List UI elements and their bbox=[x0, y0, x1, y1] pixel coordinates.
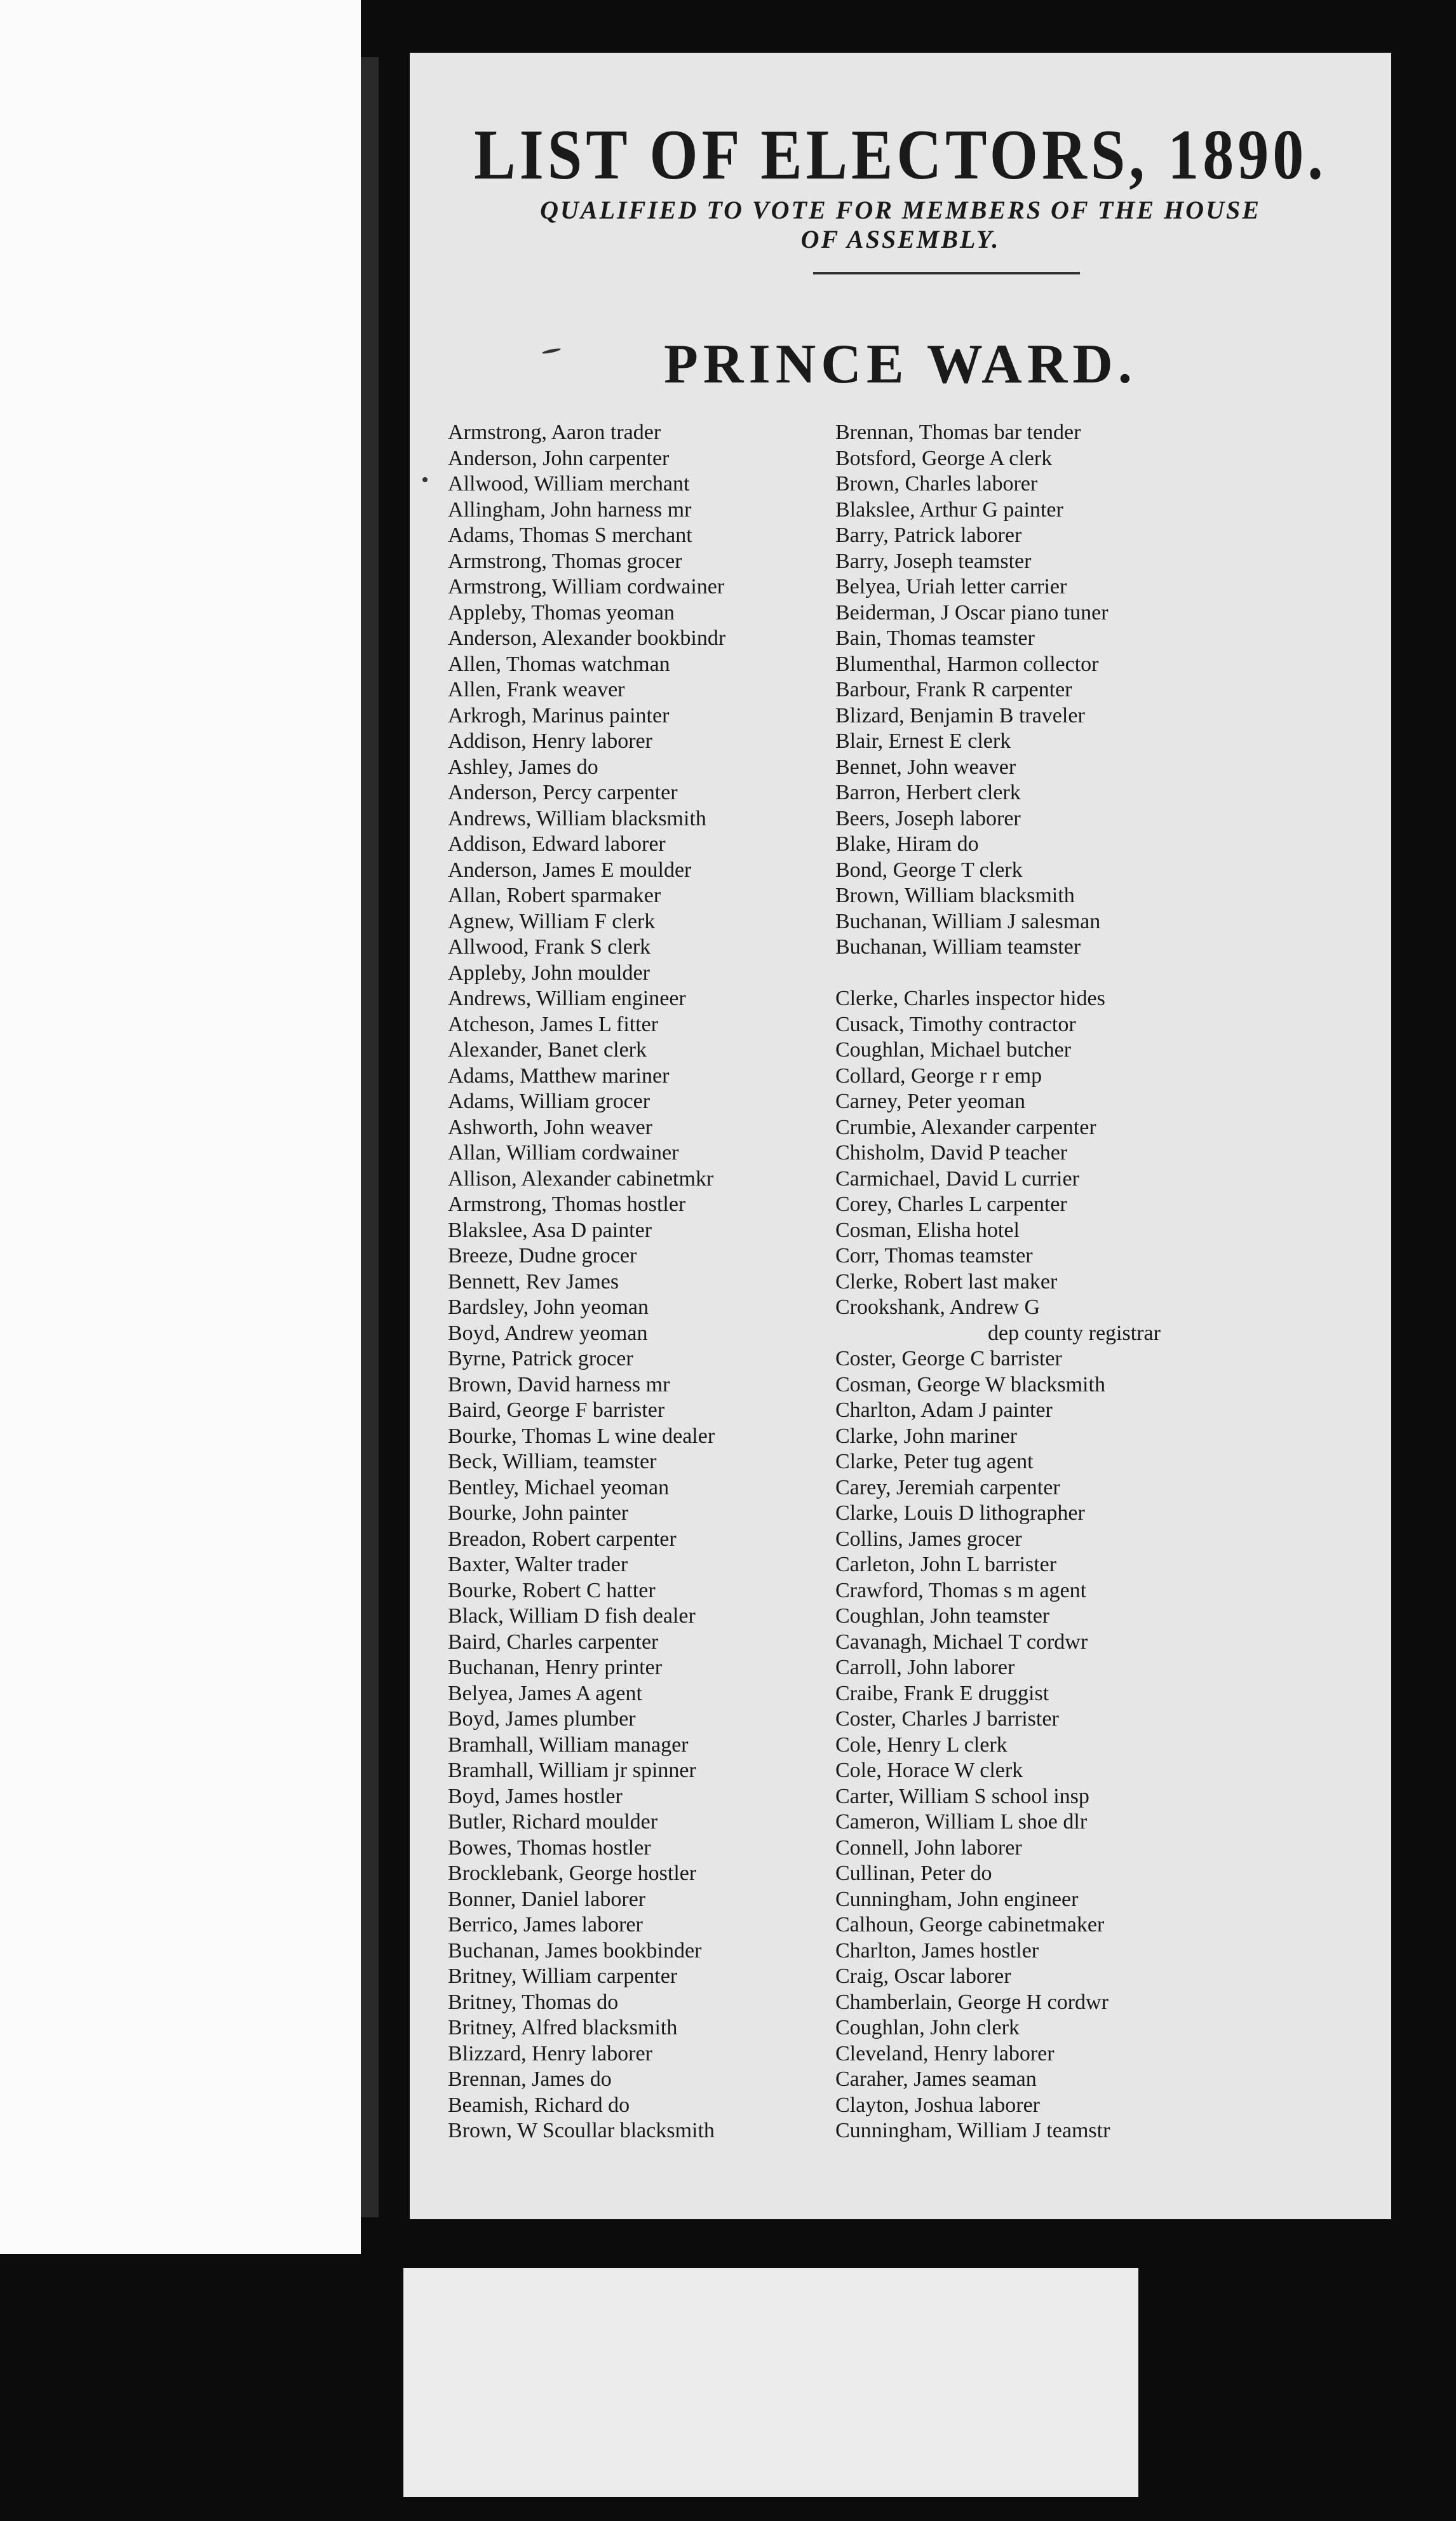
elector-entry: Bennet, John weaver bbox=[835, 755, 1016, 779]
elector-entry: Baxter, Walter trader bbox=[448, 1553, 628, 1576]
elector-entry: dep county registrar bbox=[988, 1321, 1161, 1345]
elector-entry: Charlton, James hostler bbox=[835, 1938, 1039, 1963]
title-rule bbox=[813, 272, 1080, 274]
electors-page bbox=[410, 53, 1391, 2219]
elector-entry: Connell, John laborer bbox=[835, 1835, 1022, 1860]
elector-entry: Barry, Patrick laborer bbox=[835, 524, 1022, 547]
elector-entry: Blakslee, Asa D painter bbox=[448, 1218, 652, 1242]
elector-entry: Boyd, James plumber bbox=[448, 1707, 636, 1731]
elector-entry: Cole, Horace W clerk bbox=[835, 1759, 1023, 1782]
elector-entry: Carleton, John L barrister bbox=[835, 1553, 1057, 1576]
elector-entry: Beamish, Richard do bbox=[448, 2093, 630, 2117]
elector-entry: Craig, Oscar laborer bbox=[835, 1964, 1011, 1988]
elector-entry: Adams, William grocer bbox=[448, 1090, 650, 1113]
elector-entry: Cameron, William L shoe dlr bbox=[835, 1810, 1088, 1834]
elector-entry: Butler, Richard moulder bbox=[448, 1810, 658, 1834]
elector-entry: Bonner, Daniel laborer bbox=[448, 1887, 646, 1911]
elector-entry: Boyd, James hostler bbox=[448, 1784, 623, 1808]
elector-entry: Cleveland, Henry laborer bbox=[835, 2041, 1055, 2065]
elector-entry: Blair, Ernest E clerk bbox=[835, 729, 1011, 753]
page-subtitle bbox=[410, 196, 1391, 254]
elector-entry: Agnew, William F clerk bbox=[448, 909, 656, 933]
elector-entry: Andrews, William blacksmith bbox=[448, 806, 706, 830]
elector-entry: Barry, Joseph teamster bbox=[835, 549, 1032, 573]
elector-entry: Charlton, Adam J painter bbox=[835, 1398, 1053, 1422]
elector-entry: Clerke, Charles inspector hides bbox=[835, 987, 1105, 1010]
elector-entry: Clarke, Louis D lithographer bbox=[835, 1501, 1085, 1525]
elector-entry: Bardsley, John yeoman bbox=[448, 1295, 649, 1319]
elector-entry: Barron, Herbert clerk bbox=[835, 781, 1021, 804]
elector-entry: Allison, Alexander cabinetmkr bbox=[448, 1166, 714, 1191]
elector-entry: Brown, David harness mr bbox=[448, 1372, 670, 1396]
elector-entry: Cosman, George W blacksmith bbox=[835, 1372, 1105, 1396]
elector-entry: Brown, W Scoullar blacksmith bbox=[448, 2119, 715, 2142]
elector-entry: Addison, Edward laborer bbox=[448, 832, 666, 856]
elector-entry: Cunningham, John engineer bbox=[835, 1887, 1079, 1911]
elector-entry: Baird, George F barrister bbox=[448, 1398, 665, 1422]
elector-entry: Brennan, Thomas bar tender bbox=[835, 421, 1081, 444]
elector-entry: Allen, Thomas watchman bbox=[448, 652, 670, 676]
elector-entry: Addison, Henry laborer bbox=[448, 729, 652, 753]
elector-entry: Chisholm, David P teacher bbox=[835, 1141, 1068, 1165]
elector-entry: Carmichael, David L currier bbox=[835, 1166, 1079, 1191]
underlying-sheet bbox=[403, 2268, 1138, 2497]
subtitle-line-2: OF ASSEMBLY. bbox=[800, 225, 1001, 253]
elector-entry: Brocklebank, George hostler bbox=[448, 1862, 697, 1885]
elector-entry: Ashley, James do bbox=[448, 755, 598, 779]
elector-entry: Bond, George T clerk bbox=[835, 858, 1023, 882]
elector-entry: Appleby, Thomas yeoman bbox=[448, 600, 675, 625]
elector-entry: Anderson, Alexander bookbindr bbox=[448, 626, 726, 650]
elector-entry: Brown, William blacksmith bbox=[835, 884, 1075, 907]
elector-entry: Britney, Thomas do bbox=[448, 1990, 619, 2014]
elector-entry: Atcheson, James L fitter bbox=[448, 1012, 659, 1036]
elector-entry: Bennett, Rev James bbox=[448, 1269, 619, 1294]
elector-entry: Caraher, James seaman bbox=[835, 2067, 1037, 2091]
elector-entry: Armstrong, Aaron trader bbox=[448, 421, 661, 444]
elector-entry: Britney, William carpenter bbox=[448, 1964, 678, 1988]
elector-entry: Appleby, John moulder bbox=[448, 961, 650, 985]
elector-entry: Bourke, John painter bbox=[448, 1501, 629, 1525]
ward-heading: PRINCE WARD. bbox=[664, 334, 1137, 395]
elector-entry: Beck, William, teamster bbox=[448, 1450, 657, 1473]
elector-entry: Anderson, Percy carpenter bbox=[448, 781, 678, 804]
elector-entry: Collard, George r r emp bbox=[835, 1064, 1042, 1088]
elector-entry: Belyea, James A agent bbox=[448, 1681, 642, 1705]
elector-entry: Chamberlain, George H cordwr bbox=[835, 1990, 1109, 2014]
page-title: LIST OF ELECTORS, 1890. bbox=[474, 115, 1327, 195]
elector-entry: Barbour, Frank R carpenter bbox=[835, 678, 1072, 701]
elector-entry: Corey, Charles L carpenter bbox=[835, 1193, 1067, 1216]
elector-entry: Carey, Jeremiah carpenter bbox=[835, 1475, 1060, 1499]
elector-entry: Bain, Thomas teamster bbox=[835, 626, 1035, 650]
elector-entry: Cavanagh, Michael T cordwr bbox=[835, 1630, 1088, 1654]
elector-entry: Andrews, William engineer bbox=[448, 987, 686, 1010]
elector-entry: Bentley, Michael yeoman bbox=[448, 1475, 670, 1499]
elector-entry: Armstrong, Thomas hostler bbox=[448, 1193, 686, 1216]
elector-entry: Coughlan, John teamster bbox=[835, 1604, 1050, 1628]
elector-entry: Adams, Thomas S merchant bbox=[448, 524, 692, 547]
elector-entry: Armstrong, William cordwainer bbox=[448, 575, 725, 598]
subtitle-line-1: QUALIFIED TO VOTE FOR MEMBERS OF THE HOUSE bbox=[540, 196, 1261, 224]
elector-entry: Calhoun, George cabinetmaker bbox=[835, 1913, 1105, 1936]
elector-entry: Clayton, Joshua laborer bbox=[835, 2093, 1040, 2117]
elector-entry: Arkrogh, Marinus painter bbox=[448, 703, 670, 727]
elector-entry: Bourke, Thomas L wine dealer bbox=[448, 1424, 715, 1448]
elector-entry: Brennan, James do bbox=[448, 2067, 612, 2091]
left-column bbox=[448, 420, 880, 2144]
elector-entry: Clarke, Peter tug agent bbox=[835, 1450, 1034, 1473]
elector-entry: Cole, Henry L clerk bbox=[835, 1733, 1008, 1757]
elector-entry: Beers, Joseph laborer bbox=[835, 806, 1021, 830]
elector-entry: Beiderman, J Oscar piano tuner bbox=[835, 600, 1109, 625]
elector-entry: Buchanan, William teamster bbox=[835, 935, 1081, 959]
elector-entry: Botsford, George A clerk bbox=[835, 446, 1053, 470]
elector-entry: Armstrong, Thomas grocer bbox=[448, 549, 682, 573]
elector-entry: Anderson, James E moulder bbox=[448, 858, 692, 882]
elector-entry: Buchanan, William J salesman bbox=[835, 909, 1101, 933]
elector-entry: Carney, Peter yeoman bbox=[835, 1090, 1025, 1113]
elector-entry: Anderson, John carpenter bbox=[448, 446, 670, 470]
elector-entry: Blizard, Benjamin B traveler bbox=[835, 703, 1085, 727]
elector-entry: Crumbie, Alexander carpenter bbox=[835, 1115, 1096, 1139]
elector-entry: Clerke, Robert last maker bbox=[835, 1269, 1058, 1294]
elector-entry: Corr, Thomas teamster bbox=[835, 1244, 1033, 1267]
elector-entry: Allan, Robert sparmaker bbox=[448, 884, 661, 907]
elector-entry: Breeze, Dudne grocer bbox=[448, 1244, 637, 1267]
elector-entry: Allingham, John harness mr bbox=[448, 497, 692, 522]
elector-entry: Alexander, Banet clerk bbox=[448, 1038, 647, 1062]
ink-speck bbox=[422, 477, 428, 482]
elector-entry: Allwood, William merchant bbox=[448, 472, 690, 496]
elector-entry: Adams, Matthew mariner bbox=[448, 1064, 670, 1088]
elector-entry: Berrico, James laborer bbox=[448, 1913, 643, 1936]
elector-entry: Bramhall, William manager bbox=[448, 1733, 689, 1757]
blank-facing-page bbox=[0, 0, 361, 2254]
elector-entry: Ashworth, John weaver bbox=[448, 1115, 652, 1139]
elector-entry: Cusack, Timothy contractor bbox=[835, 1012, 1076, 1036]
elector-entry: Crawford, Thomas s m agent bbox=[835, 1578, 1087, 1602]
elector-entry: Bramhall, William jr spinner bbox=[448, 1759, 696, 1782]
elector-entry: Allen, Frank weaver bbox=[448, 678, 625, 701]
elector-entry: Craibe, Frank E druggist bbox=[835, 1681, 1049, 1705]
elector-entry: Collins, James grocer bbox=[835, 1527, 1022, 1551]
elector-entry: Belyea, Uriah letter carrier bbox=[835, 575, 1067, 598]
right-column bbox=[835, 420, 1382, 2144]
elector-entry: Blakslee, Arthur G painter bbox=[835, 497, 1063, 522]
elector-entry: Blake, Hiram do bbox=[835, 832, 979, 856]
elector-entry: Crookshank, Andrew G bbox=[835, 1295, 1041, 1319]
elector-entry: Bowes, Thomas hostler bbox=[448, 1835, 651, 1860]
elector-entry: Coster, George C barrister bbox=[835, 1347, 1062, 1370]
elector-entry: Coughlan, Michael butcher bbox=[835, 1038, 1072, 1062]
elector-entry: Buchanan, James bookbinder bbox=[448, 1938, 702, 1963]
elector-entry: Byrne, Patrick grocer bbox=[448, 1347, 633, 1370]
elector-entry: Coughlan, John clerk bbox=[835, 2016, 1020, 2039]
entry-gap bbox=[835, 961, 1382, 987]
elector-entry: Carroll, John laborer bbox=[835, 1656, 1015, 1679]
elector-entry: Bourke, Robert C hatter bbox=[448, 1578, 656, 1602]
elector-entry: Breadon, Robert carpenter bbox=[448, 1527, 677, 1551]
elector-entry: Carter, William S school insp bbox=[835, 1784, 1089, 1808]
elector-entry: Clarke, John mariner bbox=[835, 1424, 1018, 1448]
elector-entry: Black, William D fish dealer bbox=[448, 1604, 696, 1628]
elector-entry: Allwood, Frank S clerk bbox=[448, 935, 651, 959]
elector-entry: Cunningham, William J teamstr bbox=[835, 2119, 1110, 2142]
elector-entry: Allan, William cordwainer bbox=[448, 1141, 679, 1165]
elector-entry: Blizzard, Henry laborer bbox=[448, 2041, 652, 2065]
elector-entry: Britney, Alfred blacksmith bbox=[448, 2016, 678, 2039]
elector-entry: Buchanan, Henry printer bbox=[448, 1656, 663, 1679]
elector-entry: Baird, Charles carpenter bbox=[448, 1630, 659, 1654]
elector-entry: Blumenthal, Harmon collector bbox=[835, 652, 1099, 676]
elector-entry: Cullinan, Peter do bbox=[835, 1862, 992, 1885]
elector-entry: Cosman, Elisha hotel bbox=[835, 1218, 1020, 1242]
elector-entry: Brown, Charles laborer bbox=[835, 472, 1038, 496]
elector-entry: Boyd, Andrew yeoman bbox=[448, 1321, 648, 1345]
elector-entry: Coster, Charles J barrister bbox=[835, 1707, 1059, 1731]
